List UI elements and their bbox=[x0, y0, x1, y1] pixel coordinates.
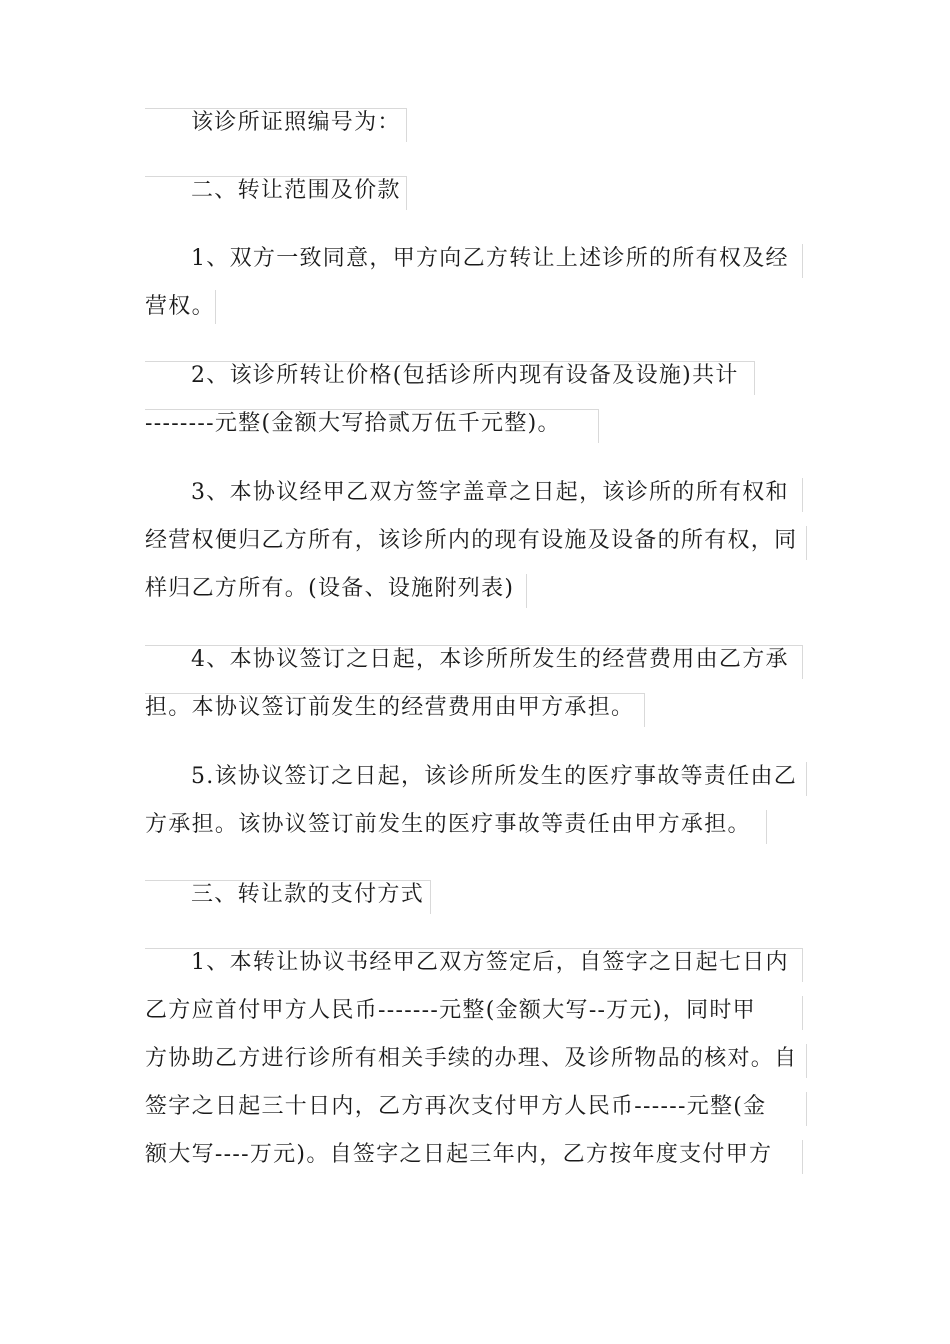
border-line bbox=[802, 996, 803, 1030]
border-line bbox=[802, 948, 803, 982]
clause-text-line: 营权。 bbox=[145, 294, 215, 319]
border-line bbox=[766, 810, 767, 844]
border-line bbox=[806, 1044, 807, 1078]
border-line bbox=[806, 762, 807, 796]
clause-text-line: 担。本协议签订前发生的经营费用由甲方承担。 bbox=[145, 695, 635, 720]
clause-text-line: 4、本协议签订之日起，本诊所所发生的经营费用由乙方承 bbox=[191, 647, 789, 672]
border-line bbox=[406, 108, 407, 142]
clause-text-line: 1、双方一致同意，甲方向乙方转让上述诊所的所有权及经 bbox=[191, 246, 789, 271]
border-line bbox=[430, 880, 431, 914]
clause-text-line: 3、本协议经甲乙双方签字盖章之日起，该诊所的所有权和 bbox=[191, 480, 789, 505]
clause-text-line: 2、该诊所转让价格(包括诊所内现有设备及设施)共计 bbox=[191, 363, 739, 388]
border-line bbox=[802, 645, 803, 679]
clause-text-line: 5.该协议签订之日起，该诊所所发生的医疗事故等责任由乙 bbox=[191, 764, 798, 789]
border-line bbox=[802, 478, 803, 512]
border-line bbox=[526, 574, 527, 608]
clause-text-line: 方承担。该协议签订前发生的医疗事故等责任由甲方承担。 bbox=[145, 812, 751, 837]
clause-text-line: 经营权便归乙方所有，该诊所内的现有设施及设备的所有权，同 bbox=[145, 528, 798, 553]
border-line bbox=[598, 409, 599, 443]
clause-text-line: 方协助乙方进行诊所有相关手续的办理、及诊所物品的核对。自 bbox=[145, 1046, 798, 1071]
clause-text-line: --------元整(金额大写拾贰万伍千元整)。 bbox=[145, 411, 561, 436]
clause-text-line: 乙方应首付甲方人民币-------元整(金额大写--万元)，同时甲 bbox=[145, 998, 756, 1023]
border-line bbox=[802, 244, 803, 278]
clause-text-line: 样归乙方所有。(设备、设施附列表) bbox=[145, 576, 515, 601]
border-line bbox=[806, 526, 807, 560]
clinic-license-number-line: 该诊所证照编号为： bbox=[191, 110, 401, 135]
border-line bbox=[215, 290, 216, 324]
border-line bbox=[406, 176, 407, 210]
border-line bbox=[644, 693, 645, 727]
clause-text-line: 额大写----万元)。自签字之日起三年内，乙方按年度支付甲方 bbox=[145, 1142, 773, 1167]
border-line bbox=[806, 1092, 807, 1126]
section-heading-payment-method: 三、转让款的支付方式 bbox=[191, 882, 425, 907]
clause-text-line: 签字之日起三十日内，乙方再次支付甲方人民币------元整(金 bbox=[145, 1094, 767, 1119]
border-line bbox=[802, 1140, 803, 1174]
section-heading-scope-and-price: 二、转让范围及价款 bbox=[191, 178, 401, 203]
clause-text-line: 1、本转让协议书经甲乙双方签定后，自签字之日起七日内 bbox=[191, 950, 789, 975]
border-line bbox=[754, 361, 755, 395]
